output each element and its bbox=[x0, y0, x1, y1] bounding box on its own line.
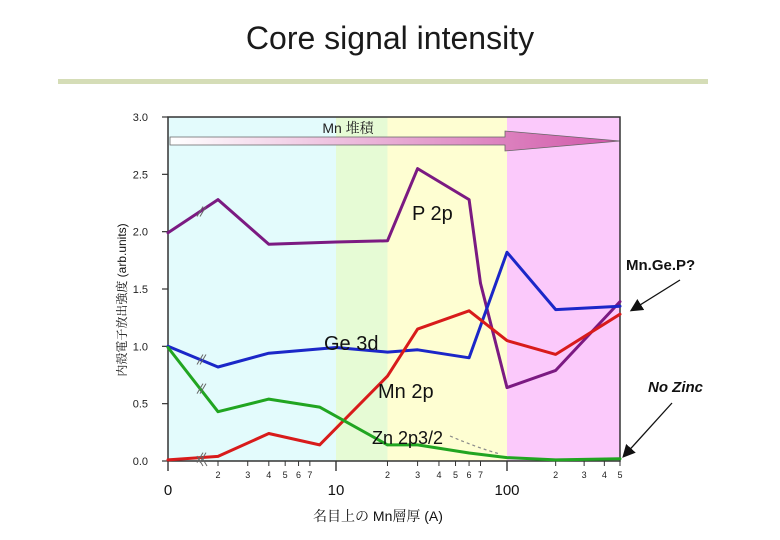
series-label-ge3d: Ge 3d bbox=[324, 333, 379, 355]
y-tick-label: 0.5 bbox=[132, 398, 148, 411]
series-point bbox=[416, 349, 418, 351]
series-point bbox=[468, 452, 470, 454]
x-major-tick-label: 10 bbox=[327, 482, 345, 499]
series-label-zn2p: Zn 2p3/2 bbox=[372, 428, 444, 448]
series-point bbox=[468, 357, 470, 359]
series-point bbox=[506, 251, 508, 253]
series-point bbox=[619, 313, 621, 315]
series-point bbox=[318, 444, 320, 446]
series-point bbox=[468, 310, 470, 312]
series-point bbox=[268, 432, 270, 434]
series-point bbox=[506, 456, 508, 458]
series-point bbox=[416, 328, 418, 330]
series-label-p2p: P 2p bbox=[412, 203, 453, 225]
series-point bbox=[619, 305, 621, 307]
x-minor-tick-label: 2 bbox=[215, 470, 221, 480]
series-point bbox=[554, 369, 556, 371]
background-band bbox=[336, 117, 387, 461]
series-point bbox=[619, 458, 621, 460]
x-minor-tick-label: 3 bbox=[415, 470, 421, 480]
y-tick-label: 1.0 bbox=[132, 341, 148, 354]
x-minor-tick-label: 2 bbox=[384, 470, 390, 480]
background-band bbox=[507, 117, 620, 461]
mngep-pointer-arrow bbox=[632, 280, 680, 310]
x-minor-tick-label: 7 bbox=[478, 470, 484, 480]
y-tick-label: 1.5 bbox=[132, 284, 148, 296]
no-zinc-annotation: No Zinc bbox=[648, 379, 703, 396]
series-point bbox=[619, 300, 621, 302]
series-point bbox=[217, 455, 219, 457]
series-point bbox=[554, 353, 556, 355]
series-point bbox=[386, 240, 388, 242]
series-point bbox=[506, 339, 508, 341]
series-point bbox=[217, 366, 219, 368]
x-minor-tick-label: 5 bbox=[282, 470, 288, 480]
x-minor-tick-label: 3 bbox=[245, 470, 251, 480]
series-point bbox=[416, 167, 418, 169]
series-point bbox=[167, 346, 169, 348]
series-point bbox=[386, 375, 388, 377]
y-tick-label: 0.0 bbox=[132, 456, 148, 468]
y-tick-label: 2.5 bbox=[132, 169, 148, 182]
y-tick-label: 3.0 bbox=[132, 112, 148, 124]
series-point bbox=[167, 459, 169, 461]
y-tick-label: 2.0 bbox=[132, 226, 148, 239]
x-major-tick-label: 100 bbox=[494, 482, 520, 499]
x-minor-tick-label: 6 bbox=[466, 470, 472, 480]
series-point bbox=[268, 352, 270, 354]
deposition-label: Mn 堆積 bbox=[322, 120, 374, 136]
x-minor-tick-label: 5 bbox=[617, 470, 623, 480]
series-point bbox=[386, 351, 388, 353]
x-minor-tick-label: 5 bbox=[453, 470, 459, 480]
series-point bbox=[506, 386, 508, 388]
x-minor-tick-label: 4 bbox=[266, 470, 272, 480]
series-point bbox=[554, 459, 556, 461]
series-point bbox=[335, 241, 337, 243]
series-point bbox=[554, 308, 556, 310]
x-minor-tick-label: 6 bbox=[296, 470, 302, 480]
series-label-mn2p: Mn 2p bbox=[378, 381, 434, 403]
y-axis bbox=[133, 112, 168, 468]
series-point bbox=[167, 232, 169, 234]
series-point bbox=[217, 198, 219, 200]
slide-title: Core signal intensity bbox=[245, 20, 535, 56]
x-minor-tick-label: 3 bbox=[581, 470, 587, 480]
x-minor-tick-label: 4 bbox=[601, 470, 607, 480]
series-point bbox=[268, 398, 270, 400]
series-point bbox=[318, 406, 320, 408]
y-axis-label: 内殻電子放出強度 (arb.units) bbox=[115, 223, 129, 377]
series-point bbox=[468, 198, 470, 200]
mngep-annotation: Mn.Ge.P? bbox=[626, 257, 696, 274]
x-axis bbox=[164, 461, 623, 499]
series-point bbox=[479, 282, 481, 284]
background-band bbox=[168, 117, 336, 461]
no-zinc-pointer-arrow bbox=[624, 403, 672, 456]
x-minor-tick-label: 2 bbox=[553, 470, 559, 480]
background-bands bbox=[168, 117, 620, 461]
x-major-tick-label: 0 bbox=[163, 482, 173, 499]
x-minor-tick-label: 7 bbox=[307, 470, 313, 480]
background-band bbox=[387, 117, 507, 461]
x-axis-label: 名目上の Mn層厚 (A) bbox=[313, 508, 443, 524]
series-point bbox=[268, 243, 270, 245]
x-minor-tick-label: 4 bbox=[436, 470, 442, 480]
series-point bbox=[217, 410, 219, 412]
